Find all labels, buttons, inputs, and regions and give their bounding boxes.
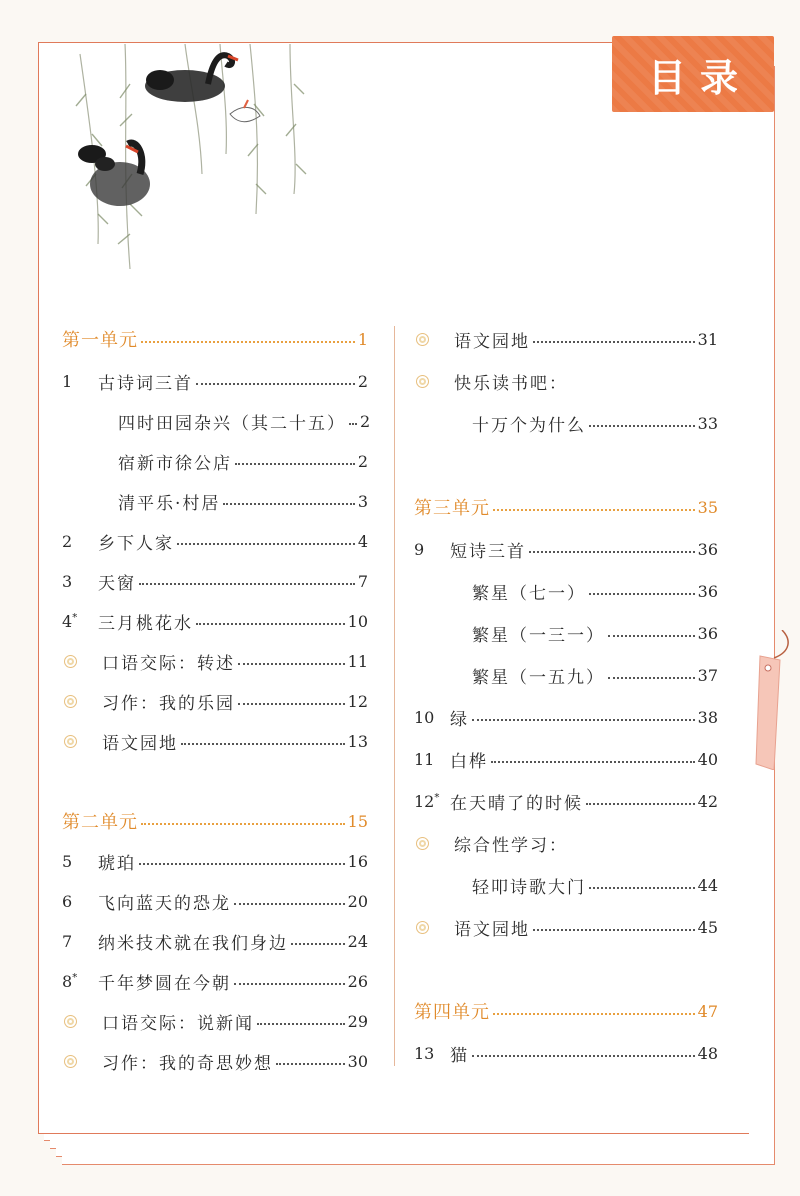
page-number: 35 [697, 497, 718, 517]
page-number: 48 [697, 1043, 718, 1063]
page-number: 4 [357, 531, 368, 551]
toc-subentry[interactable] [414, 618, 718, 648]
dot-leader [181, 743, 345, 745]
toc-entry-label: 四时田园杂兴（其二十五） [118, 413, 346, 434]
dot-leader [223, 503, 354, 505]
toc-entry-label: 第四单元 [414, 1002, 490, 1023]
dot-leader [472, 1055, 695, 1057]
toc-entry-label: 飞向蓝天的恐龙 [98, 893, 231, 914]
lesson-number: 5 [62, 851, 73, 871]
toc-entry-label: 口语交际：说新闻 [102, 1013, 254, 1034]
toc-entry-label: 在天晴了的时候 [450, 793, 583, 814]
toc-entry-label: 三月桃花水 [98, 613, 193, 634]
circle-bullet-icon [416, 375, 429, 388]
lesson-number: 11 [414, 749, 435, 769]
dot-leader [139, 583, 355, 585]
dot-leader [234, 983, 345, 985]
toc-entry-label: 古诗词三首 [98, 373, 193, 394]
circle-bullet-icon [64, 1055, 77, 1068]
toc-activity-entry[interactable] [62, 686, 368, 716]
dot-leader [234, 903, 345, 905]
dot-leader [238, 663, 345, 665]
toc-activity-entry[interactable] [62, 646, 368, 676]
lesson-number: 9 [414, 539, 425, 559]
dot-leader [608, 677, 695, 679]
page-number: 29 [347, 1011, 368, 1031]
page-number: 30 [347, 1051, 368, 1071]
toc-entry-label: 繁星（七一） [472, 583, 586, 604]
toc-entry-label: 猫 [450, 1045, 469, 1066]
column-divider [394, 326, 395, 1066]
toc-unit-heading[interactable] [62, 806, 368, 836]
optional-lesson-star: * [434, 792, 440, 804]
page-number: 13 [347, 731, 368, 751]
toc-entry-label: 白桦 [450, 751, 488, 772]
page-number: 7 [357, 571, 368, 591]
page-number: 38 [697, 707, 718, 727]
circle-bullet-icon [64, 735, 77, 748]
dot-leader [235, 463, 355, 465]
page-number: 3 [357, 491, 368, 511]
toc-entry-label: 语文园地 [454, 331, 530, 352]
lesson-number: 8* [62, 971, 78, 991]
toc-entry-label: 宿新市徐公店 [118, 453, 232, 474]
dot-leader [238, 703, 345, 705]
toc-lesson-entry[interactable] [62, 606, 368, 636]
toc-entry-label: 繁星（一三一） [472, 625, 605, 646]
toc-entry-label: 琥珀 [98, 853, 136, 874]
dot-leader [589, 425, 695, 427]
page-number: 40 [697, 749, 718, 769]
dot-leader [533, 929, 695, 931]
swan-ink-painting [50, 44, 350, 284]
bookmark-tag-icon [752, 630, 792, 770]
toc-lesson-entry[interactable] [62, 966, 368, 996]
dot-leader [141, 341, 355, 343]
lesson-number: 10 [414, 707, 435, 727]
page-number: 24 [347, 931, 368, 951]
dot-leader [257, 1023, 345, 1025]
toc-activity-entry[interactable] [414, 324, 718, 354]
page-number: 33 [697, 413, 718, 433]
toc-subentry[interactable] [414, 576, 718, 606]
toc-entry-label: 口语交际：转述 [102, 653, 235, 674]
dot-leader [493, 1013, 695, 1015]
page-number: 10 [347, 611, 368, 631]
toc-unit-heading[interactable] [414, 996, 718, 1026]
toc-entry-label: 第二单元 [62, 812, 138, 833]
toc-lesson-entry[interactable] [62, 886, 368, 916]
toc-lesson-entry[interactable] [414, 1038, 718, 1068]
lesson-number: 7 [62, 931, 73, 951]
dot-leader [529, 551, 695, 553]
page-number: 26 [347, 971, 368, 991]
circle-bullet-icon [64, 695, 77, 708]
toc-activity-entry[interactable] [414, 366, 718, 396]
toc-activity-entry[interactable] [62, 726, 368, 756]
dot-leader [291, 943, 345, 945]
circle-bullet-icon [416, 921, 429, 934]
toc-entry-label: 繁星（一五九） [472, 667, 605, 688]
toc-lesson-entry[interactable] [62, 566, 368, 596]
page-number: 42 [697, 791, 718, 811]
dot-leader [493, 509, 695, 511]
toc-entry-label: 天窗 [98, 573, 136, 594]
dot-leader [276, 1063, 345, 1065]
toc-unit-heading[interactable] [62, 324, 368, 354]
page-number: 16 [347, 851, 368, 871]
toc-entry-label: 习作：我的乐园 [102, 693, 235, 714]
dot-leader [196, 383, 355, 385]
lesson-number: 12* [414, 791, 440, 811]
page-number: 31 [697, 329, 718, 349]
toc-unit-heading[interactable] [414, 492, 718, 522]
page-number: 11 [347, 651, 368, 671]
circle-bullet-icon [416, 333, 429, 346]
toc-lesson-entry[interactable] [414, 744, 718, 774]
toc-entry-label: 第三单元 [414, 498, 490, 519]
page-number: 12 [347, 691, 368, 711]
toc-subentry[interactable] [414, 870, 718, 900]
toc-entry-label: 轻叩诗歌大门 [472, 877, 586, 898]
page-number: 47 [697, 1001, 718, 1021]
page-number: 36 [697, 539, 718, 559]
page-number: 2 [357, 371, 368, 391]
page-number: 20 [347, 891, 368, 911]
page-number: 36 [697, 581, 718, 601]
page-number: 37 [697, 665, 718, 685]
page-number: 1 [357, 329, 368, 349]
title-banner [612, 36, 774, 112]
toc-subentry[interactable] [62, 486, 368, 516]
dot-leader [589, 593, 695, 595]
toc-entry-label: 语文园地 [454, 919, 530, 940]
dot-leader [608, 635, 695, 637]
dot-leader [177, 543, 355, 545]
dot-leader [472, 719, 695, 721]
toc-entry-label: 千年梦圆在今朝 [98, 973, 231, 994]
lesson-number: 2 [62, 531, 73, 551]
page-number: 2 [360, 411, 371, 431]
dot-leader [491, 761, 695, 763]
page-number: 15 [347, 811, 368, 831]
lesson-number: 3 [62, 571, 73, 591]
toc-entry-label: 纳米技术就在我们身边 [98, 933, 288, 954]
circle-bullet-icon [64, 1015, 77, 1028]
toc-entry-label: 综合性学习： [454, 835, 568, 856]
circle-bullet-icon [64, 655, 77, 668]
lesson-number: 6 [62, 891, 73, 911]
toc-lesson-entry[interactable] [62, 846, 368, 876]
toc-activity-entry[interactable] [414, 828, 718, 858]
toc-lesson-entry[interactable] [414, 534, 718, 564]
toc-subentry[interactable] [62, 446, 368, 476]
toc-lesson-entry[interactable] [62, 526, 368, 556]
toc-entry-label: 语文园地 [102, 733, 178, 754]
dot-leader [533, 341, 695, 343]
toc-lesson-entry[interactable] [62, 366, 368, 396]
toc-activity-entry[interactable] [62, 1006, 368, 1036]
lesson-number: 1 [62, 371, 73, 391]
page-number: 44 [697, 875, 718, 895]
dot-leader [349, 423, 357, 425]
dot-leader [196, 623, 345, 625]
lesson-number: 13 [414, 1043, 435, 1063]
toc-lesson-entry[interactable] [62, 926, 368, 956]
toc-subentry[interactable] [62, 406, 371, 436]
toc-entry-label: 短诗三首 [450, 541, 526, 562]
toc-subentry[interactable] [414, 408, 718, 438]
dot-leader [589, 887, 695, 889]
optional-lesson-star: * [72, 612, 78, 624]
toc-lesson-entry[interactable] [414, 786, 718, 816]
page-title: 目录 [647, 54, 752, 100]
dot-leader [586, 803, 695, 805]
toc-subentry[interactable] [414, 660, 718, 690]
toc-entry-label: 习作：我的奇思妙想 [102, 1053, 273, 1074]
page-number: 36 [697, 623, 718, 643]
toc-entry-label: 快乐读书吧： [454, 373, 568, 394]
dot-leader [141, 823, 345, 825]
page-number: 45 [697, 917, 718, 937]
toc-activity-entry[interactable] [62, 1046, 368, 1076]
dot-leader [139, 863, 345, 865]
toc-entry-label: 清平乐·村居 [118, 493, 221, 514]
lesson-number: 4* [62, 611, 78, 631]
toc-entry-label: 绿 [450, 709, 469, 730]
optional-lesson-star: * [72, 972, 78, 984]
toc-activity-entry[interactable] [414, 912, 718, 942]
toc-entry-label: 十万个为什么 [472, 415, 586, 436]
toc-entry-label: 乡下人家 [98, 533, 174, 554]
toc-lesson-entry[interactable] [414, 702, 718, 732]
page-number: 2 [357, 451, 368, 471]
circle-bullet-icon [416, 837, 429, 850]
toc-entry-label: 第一单元 [62, 330, 138, 351]
